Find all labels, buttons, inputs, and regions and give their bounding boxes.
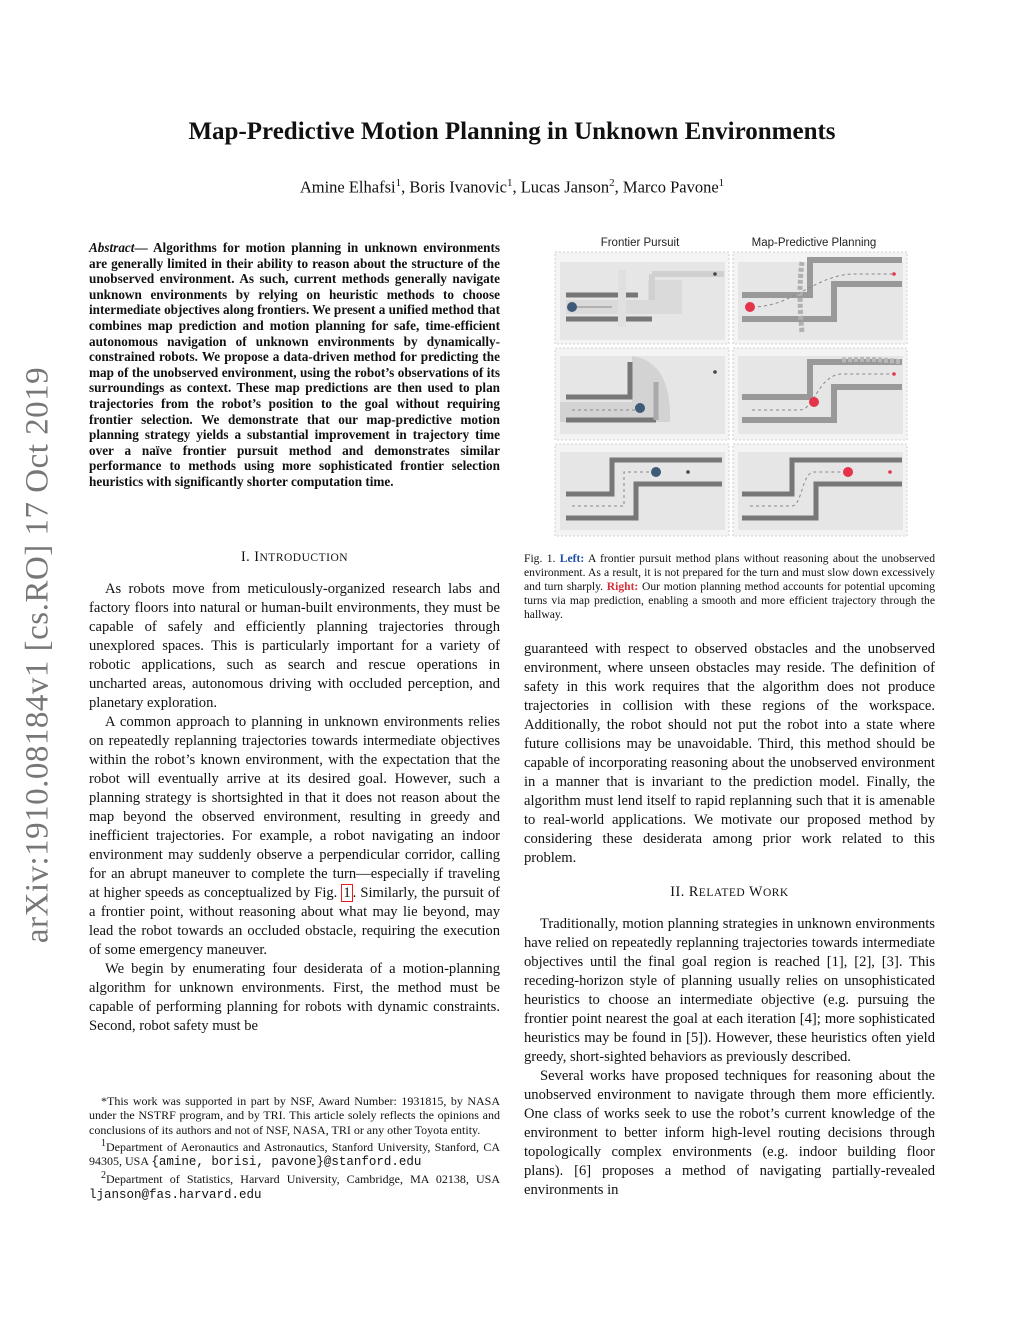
intro-paragraph-1: As robots move from meticulously-organized research labs and factory floors into natural or human-built environments, they must be capable of safely and efficiently planning trajectories through unexplored spaces. This is particularly important for a variety of robotic applications, such as search and rescue operations in uncharted areas, autonomous driving with occluded perception, and planetary exploration. <box>89 581 500 711</box>
predictive-robot-icon <box>745 302 755 312</box>
author-name: Marco Pavone <box>622 177 719 197</box>
author-name: Amine Elhafsi <box>299 177 396 197</box>
figure-1-graphic <box>552 232 936 538</box>
intro-continuation-paragraph: guaranteed with respect to observed obstacles and the unobserved environment, where unseen obstacles may reside. The definition of safety in this work requires that the algorithm does not produce trajectories in collision with these regions of the workspace. Additionally, the robot should not put the robot into a state where future collisions may be unavoidable. Third, this method should be capable of incorporating reasoning about the unobserved environment in a manner that is invariant to the prediction model. Finally, the algorithm must lend itself to rapid replanning such that it is amenable to real-world applications. We motivate our proposed method by considering these desiderata among prior work related to this problem. <box>524 641 935 866</box>
predictive-panel-3 <box>733 444 907 536</box>
abstract-text: Algorithms for motion planning in unknown environments are generally limited in their ability to reason about the structure of the unobserved environment. As such, current methods generally navigate unknown environments by relying on heuristic methods to choose intermediate objectives along frontiers. We present a unified method that combines map prediction and motion planning for safe, time-efficient autonomous navigation of unknown environments by dynamically-constrained robots. We propose a data-driven method for predicting the map of the unobserved environment, using the robot’s observations of its surroundings as context. These map predictions are then used to plan trajectories from the robot’s position to the goal without requiring frontier selection. We demonstrate that our map-predictive motion planning strategy yields a substantial improvement in trajectory time over a naïve frontier pursuit method and demonstrates similar performance to methods using more sophisticated frontier selection heuristics with significantly shorter computation time. <box>89 240 500 489</box>
section-heading-related-work: II. RELATED WORK <box>670 884 789 900</box>
figure-1-caption: Fig. 1. Left: A frontier pursuit method plans without reasoning about the unobserved environment. As a result, it is not prepared for the turn and must slow down excessively and turn sharply. Right: Our motion planning method accounts for potential upcoming turns via map prediction, enabling a smooth and more efficient trajectory through the hallway. <box>524 552 935 621</box>
affiliation-footnote-2: $^2$Department of Statistics, Harvard University, Cambridge, MA 02138, USA ljanson@fas.harvard.edu <box>89 1170 500 1202</box>
frontier-panel-3 <box>555 444 729 536</box>
arxiv-identifier <box>10 360 66 950</box>
right-column <box>524 640 935 1200</box>
funding-footnote: *This work was supported in part by NSF, Award Number: 1931815, by NASA under the NSTRF program, and by TRI. This article solely reflects the opinions and conclusions of its authors and not of NSF, NASA, TRI or any other Toyota entity. <box>89 1094 500 1137</box>
predictive-panel-2 <box>733 348 907 440</box>
email-harvard[interactable]: ljanson@fas.harvard.edu <box>89 1187 262 1202</box>
introduction-section <box>89 548 500 1036</box>
author-list: Amine Elhafsi$^1$, Boris Ivanovic$^1$, Lucas Janson$^2$, Marco Pavone$^1$ <box>299 177 725 197</box>
abstract-label: Abstract <box>89 240 135 255</box>
figure-label-map-predictive: Map-Predictive Planning <box>751 237 877 249</box>
related-work-paragraph-1: Traditionally, motion planning strategies in unknown environments have relied on repeatedly replanning trajectories towards intermediate objectives until the final goal region is reached [1], [2], [3]. This receding-horizon style of planning usually relies on unsophisticated heuristics to choose an intermediate objective (e.g. pursuing the frontier point nearest the goal at each iteration [4]; more sophisticated heuristics may be found in [5]). However, these heuristics often yield greedy, short-sighted behaviors as previously described. <box>524 916 935 1065</box>
predictive-panel-1 <box>733 252 907 344</box>
related-work-paragraph-2: Several works have proposed techniques for reasoning about the unobserved environment to navigate through them more efficiently. One class of works seek to use the robot’s current knowledge of the environment to better inform high-level routing decisions through topologically complex environments (e.g. indoor building floor plans). [6] proposes a method of navigating partially-revealed environments in <box>524 1068 935 1198</box>
figure-label-frontier-pursuit: Frontier Pursuit <box>600 237 680 249</box>
author-affiliation: 2 <box>609 177 615 189</box>
abstract: Abstract— Algorithms for motion planning in unknown environments are generally limited in their ability to reason about the structure of the unobserved environment. As such, current methods generally navigate unknown environments by relying on heuristic methods to choose intermediate objectives along frontiers. We present a unified method that combines map prediction and motion planning for safe, time-efficient autonomous navigation of unknown environments by dynamically-constrained robots. We propose a data-driven method for predicting the map of the unobserved environment, using the robot’s observations of its surroundings as context. These map predictions are then used to plan trajectories from the robot’s position to the goal without requiring frontier selection. We demonstrate that our map-predictive motion planning strategy yields a substantial improvement in trajectory time over a naïve frontier pursuit method and demonstrates similar performance to methods using more sophisticated frontier selection heuristics with significantly shorter computation time. <box>89 240 500 489</box>
figure-reference-link[interactable]: 1 <box>343 885 351 901</box>
email-stanford[interactable]: {amine, borisi, pavone}@stanford.edu <box>151 1155 422 1170</box>
figure-1 <box>552 232 936 538</box>
section-heading-introduction: I. INTRODUCTION <box>240 549 349 565</box>
affiliation-footnote-1: $^1$Department of Aeronautics and Astronautics, Stanford University, Stanford, CA 94305, USA {amine, borisi, pavone}@stanford.edu <box>89 1137 500 1170</box>
author-affiliation: 1 <box>506 177 513 189</box>
author-affiliation: 1 <box>718 177 725 189</box>
frontier-robot-icon <box>567 302 577 312</box>
paper-title: Map-Predictive Motion Planning in Unknown Environments <box>188 118 836 145</box>
arxiv-identifier-text: arXiv:1910.08184v1 [cs.RO] 17 Oct 2019 <box>19 366 56 944</box>
intro-paragraph-2: A common approach to planning in unknown environments relies on repeatedly replanning trajectories towards intermediate objectives within the robot’s known environment, with the expectation that the robot will eventually arrive at its desired goal. However, such a planning strategy is shortsighted in that it does not reason about the map beyond the observed environment, resulting in greedy and inefficient trajectories. For example, a robot navigating an indoor environment may suddenly observe a perpendicular corridor, calling for an abrupt maneuver to complete the turn—especially if traveling at higher speeds as conceptualized by Fig. 1 . Similarly, the pursuit of a frontier point, without reasoning about what may lie beyond, may lead the robot towards an occluded obstacle, requiring the execution of some emergency maneuver. <box>89 714 500 958</box>
author-name: Boris Ivanovic <box>409 177 507 197</box>
frontier-panel-2 <box>555 348 729 440</box>
frontier-panel-1 <box>555 252 729 344</box>
author-name: Lucas Janson <box>520 177 610 197</box>
author-affiliation: 1 <box>395 177 402 189</box>
intro-paragraph-3: We begin by enumerating four desiderata of a motion-planning algorithm for unknown environments. First, the method must be capable of performing planning for robots with dynamic constraints. Second, robot safety must be <box>89 961 500 1034</box>
footnotes <box>89 1094 500 1202</box>
